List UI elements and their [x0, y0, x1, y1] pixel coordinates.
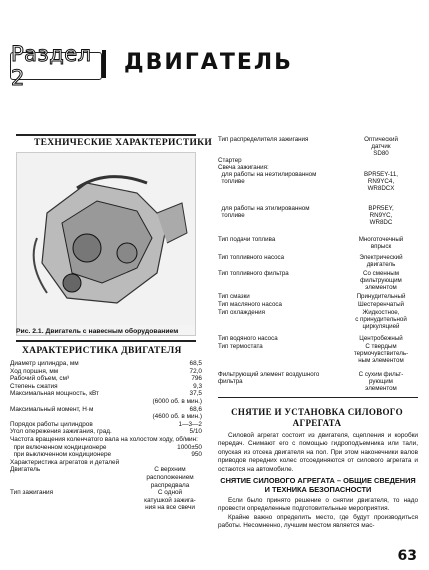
char-value: 1000±50 [177, 443, 202, 451]
char-value: С верхним расположением распредвала [146, 466, 194, 489]
spec-value: С сухим фильт- рующим элементом [358, 371, 404, 393]
spec-value: Оптический датчик SD80 [364, 136, 398, 158]
char-value: 68,5 [189, 360, 202, 367]
engine-figure [16, 152, 196, 336]
spec-key: для работы на этилированном топливе [221, 205, 310, 220]
char-value: (6000 об. в мин.) [152, 397, 202, 405]
char-key: Тип зажигания [10, 489, 54, 497]
char-key: Ход поршня, мм [10, 367, 59, 375]
char-row [10, 375, 202, 383]
spec-value: Электрический двигатель [359, 254, 403, 269]
char-key: Степень сжатия [10, 382, 58, 390]
char-key: Рабочий объем, см³ [10, 375, 70, 383]
spec-value: Со сменным фильтрующим элементом [360, 270, 402, 292]
char-row [10, 466, 202, 489]
char-key: Двигатель [10, 466, 41, 474]
char-row [10, 421, 202, 429]
spec-key: Тип топливного насоса [218, 254, 285, 261]
char-value: С одной катушкой зажига- ния на все свечи [144, 489, 196, 512]
spec-key: Тип охлаждения [218, 309, 265, 316]
spec-key: Фильтрующий элемент воздушного фильтра [218, 371, 320, 386]
char-value: 950 [191, 451, 202, 459]
char-row [10, 383, 202, 391]
spec-key: для работы на неэтилированном топливе [221, 171, 317, 186]
chapter-title: ДВИГАТЕЛЬ [124, 50, 293, 75]
top-rule [16, 134, 196, 136]
spec-value: Многоточечный впрыск [358, 236, 404, 251]
char-value: 37,5 [189, 390, 202, 398]
characteristics-table [10, 360, 202, 512]
engine-illustration [17, 153, 195, 325]
char-row [10, 360, 202, 368]
char-key: Характеристика агрегатов и деталей [10, 458, 120, 466]
char-row [10, 390, 202, 398]
char-value: 5/10 [189, 428, 202, 436]
char-value: (4600 об. в мин.) [152, 413, 202, 421]
char-title: ХАРАКТЕРИСТИКА ДВИГАТЕЛЯ [22, 346, 182, 356]
char-value: 796 [191, 375, 202, 383]
spec-value: Центробежный [359, 335, 403, 342]
section-badge [10, 42, 102, 90]
tech-title: ТЕХНИЧЕСКИЕ ХАРАКТЕРИСТИКИ [34, 138, 213, 148]
subsection-title: СНЯТИЕ СИЛОВОГО АГРЕГАТА – ОБЩИЕ СВЕДЕНИЯ И ТЕХНИКА БЕЗОПАСНОСТИ [220, 476, 416, 494]
spec-value: Принудительный [356, 293, 406, 300]
spec-key: Тип распределителя зажигания [218, 136, 309, 143]
char-row [10, 444, 202, 452]
spec-key: Тип подачи топлива [218, 236, 276, 243]
page-number: 63 [397, 548, 417, 564]
char-value: 72,0 [189, 367, 202, 375]
char-key: Диаметр цилиндра, мм [10, 360, 79, 367]
char-row [10, 428, 202, 436]
char-row [10, 489, 202, 512]
char-key: Угол опережения зажигания, град. [10, 428, 112, 436]
section-label: Раздел 2 [11, 42, 92, 90]
paragraph-3: Крайне важно определить место, где будут производиться работы. Несомненно, лучшим местом является мас- [218, 514, 418, 530]
char-row [10, 436, 202, 444]
char-value: 68,6 [189, 405, 202, 413]
char-row [10, 413, 202, 421]
spec-key: Тип термостата [218, 343, 263, 350]
spec-key: Свеча зажигания: [218, 164, 269, 171]
spec-value: С твердым термочувствитель- ным элементом [353, 343, 409, 365]
paragraph-1: Силовой агрегат состоит из двигателя, сцепления и коробки передач. Снимают его с помощью гидроподъемника или тали, опуская из отсека двигателя на пол. При этом наконечники валов приводов передних колес отсоединяются от силового агрегата и остаются на автомобиле. [218, 432, 418, 473]
spec-key: Тип водяного насоса [218, 335, 278, 342]
char-key [10, 413, 153, 421]
spec-value: BPR5EY-11, RN9YC4, WR8DCX [363, 171, 399, 193]
char-key: при включенном кондиционере [10, 443, 107, 451]
char-row [10, 398, 202, 406]
char-row [10, 459, 202, 467]
char-key: Максимальная мощность, кВт [10, 390, 99, 398]
char-key: при выключенном кондиционере [10, 451, 112, 459]
char-row [10, 451, 202, 459]
spec-value: Жидкостное, с принудительной циркуляцией [355, 309, 407, 331]
right-rule [218, 397, 418, 398]
paragraph-2: Если было принято решение о снятии двигателя, то надо провести определенные подготовительные мероприятия. [218, 497, 418, 513]
char-key: Порядок работы цилиндров [10, 420, 93, 428]
spec-key: Тип масляного насоса [218, 301, 282, 308]
char-value: 9,3 [193, 382, 202, 390]
spec-value: BPR5EY, RN9YC, WR8DC [368, 205, 394, 227]
char-key: Частота вращения коленчатого вала на холостом ходу, об/мин: [10, 435, 198, 443]
specs-table [218, 0, 416, 400]
header-divider [102, 50, 106, 78]
spec-key: Тип топливного фильтра [218, 270, 289, 277]
spec-key: Стартер [218, 157, 242, 164]
char-key: Максимальный момент, Н·м [10, 405, 94, 413]
mid-rule [16, 340, 196, 342]
figure-caption: Рис. 2.1. Двигатель с навесным оборудованием [16, 328, 179, 335]
section-title: СНЯТИЕ И УСТАНОВКА СИЛОВОГО АГРЕГАТА [231, 407, 403, 428]
spec-value: Шестеренчатый [358, 301, 404, 308]
char-value: 1—3—2 [178, 420, 202, 428]
spec-key: Тип смазки [218, 293, 250, 300]
char-key [10, 398, 153, 406]
